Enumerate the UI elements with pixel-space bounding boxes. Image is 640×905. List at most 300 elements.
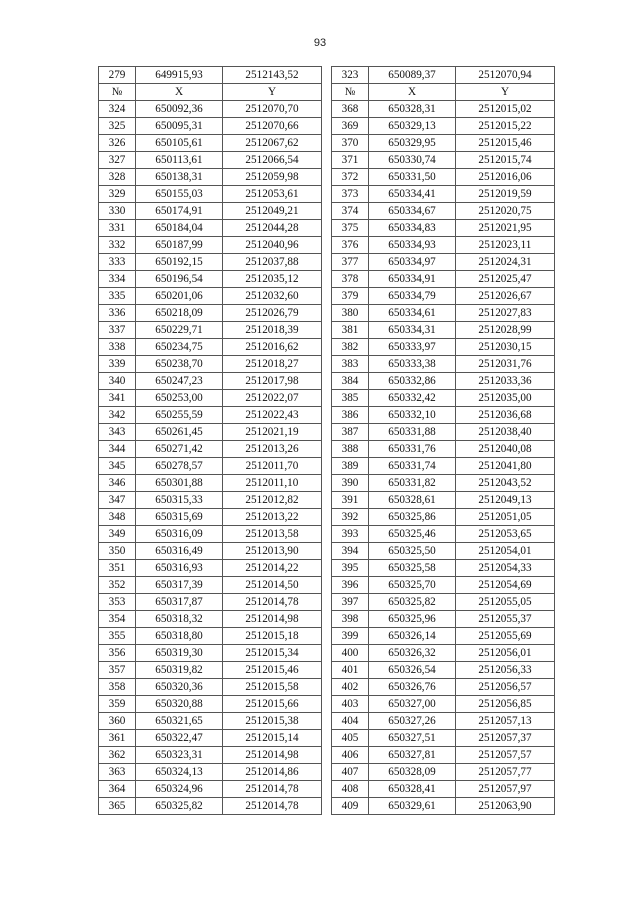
left-y-coordinate-cell: 2512018,39: [223, 322, 322, 339]
left-x-coordinate-cell: 650229,71: [136, 322, 223, 339]
left-y-coordinate-cell: 2512022,43: [223, 407, 322, 424]
left-x-coordinate-cell: 650317,39: [136, 577, 223, 594]
right-point-number-cell: 373: [332, 186, 369, 203]
right-y-coordinate-cell: 2512028,99: [456, 322, 555, 339]
left-y-coordinate-cell: 2512015,34: [223, 645, 322, 662]
table-row: [99, 135, 555, 152]
left-x-coordinate-cell: 650247,23: [136, 373, 223, 390]
left-x-coordinate-cell: 650192,15: [136, 254, 223, 271]
left-point-number-cell: 345: [99, 458, 136, 475]
right-x-coordinate-cell: 650328,61: [369, 492, 456, 509]
left-x-coordinate-cell: 649915,93: [136, 67, 223, 84]
left-point-number-cell: 331: [99, 220, 136, 237]
table-row: [99, 696, 555, 713]
left-y-coordinate-cell: 2512014,98: [223, 611, 322, 628]
left-x-coordinate-cell: 650095,31: [136, 118, 223, 135]
column-gap: [322, 118, 332, 135]
right-y-coordinate-cell: 2512020,75: [456, 203, 555, 220]
right-point-number-cell: 404: [332, 713, 369, 730]
right-point-number-cell: 391: [332, 492, 369, 509]
left-x-coordinate-cell: 650316,09: [136, 526, 223, 543]
right-point-number-cell: 385: [332, 390, 369, 407]
table-row: [99, 747, 555, 764]
right-y-coordinate-cell: 2512057,37: [456, 730, 555, 747]
right-x-coordinate-cell: 650329,13: [369, 118, 456, 135]
left-y-coordinate-cell: 2512040,96: [223, 237, 322, 254]
left-y-coordinate-cell: 2512011,10: [223, 475, 322, 492]
right-y-coordinate-cell: 2512056,85: [456, 696, 555, 713]
left-point-number-cell: 342: [99, 407, 136, 424]
right-y-coordinate-cell: 2512015,22: [456, 118, 555, 135]
left-x-coordinate-cell: 650255,59: [136, 407, 223, 424]
column-gap: [322, 152, 332, 169]
left-x-coordinate-cell: 650184,04: [136, 220, 223, 237]
column-gap: [322, 645, 332, 662]
right-x-coordinate-cell: 650327,26: [369, 713, 456, 730]
left-point-number-cell: 336: [99, 305, 136, 322]
right-y-coordinate-cell: 2512055,05: [456, 594, 555, 611]
left-point-number-cell: 332: [99, 237, 136, 254]
column-gap: [322, 254, 332, 271]
column-gap: [322, 628, 332, 645]
right-x-coordinate-cell: 650327,00: [369, 696, 456, 713]
table-header-row: [99, 84, 555, 101]
table-row: [99, 526, 555, 543]
table-row: [99, 373, 555, 390]
column-gap: [322, 84, 332, 101]
right-y-coordinate-cell: 2512056,57: [456, 679, 555, 696]
table-row: [99, 679, 555, 696]
left-x-coordinate-cell: 650138,31: [136, 169, 223, 186]
left-x-coordinate-cell: 650318,32: [136, 611, 223, 628]
table-row: [99, 424, 555, 441]
right-y-coordinate-cell: 2512026,67: [456, 288, 555, 305]
left-point-number-cell: 346: [99, 475, 136, 492]
header-left-x-coordinate-cell: X: [136, 84, 223, 101]
table-row: [99, 509, 555, 526]
right-y-coordinate-cell: 2512054,01: [456, 543, 555, 560]
table-row: [99, 543, 555, 560]
right-x-coordinate-cell: 650333,97: [369, 339, 456, 356]
right-point-number-cell: 390: [332, 475, 369, 492]
header-left-y-coordinate-cell: Y: [223, 84, 322, 101]
right-x-coordinate-cell: 650325,70: [369, 577, 456, 594]
left-point-number-cell: 354: [99, 611, 136, 628]
right-point-number-cell: 403: [332, 696, 369, 713]
right-x-coordinate-cell: 650334,83: [369, 220, 456, 237]
left-y-coordinate-cell: 2512015,38: [223, 713, 322, 730]
right-y-coordinate-cell: 2512031,76: [456, 356, 555, 373]
column-gap: [322, 543, 332, 560]
left-x-coordinate-cell: 650316,93: [136, 560, 223, 577]
right-point-number-cell: 409: [332, 798, 369, 815]
right-x-coordinate-cell: 650331,88: [369, 424, 456, 441]
coordinates-table-body: [99, 67, 555, 815]
right-y-coordinate-cell: 2512040,08: [456, 441, 555, 458]
right-y-coordinate-cell: 2512043,52: [456, 475, 555, 492]
right-y-coordinate-cell: 2512019,59: [456, 186, 555, 203]
left-x-coordinate-cell: 650315,69: [136, 509, 223, 526]
left-x-coordinate-cell: 650261,45: [136, 424, 223, 441]
table-row: [99, 611, 555, 628]
table-row: [99, 288, 555, 305]
right-y-coordinate-cell: 2512015,46: [456, 135, 555, 152]
right-point-number-cell: 405: [332, 730, 369, 747]
left-point-number-cell: 364: [99, 781, 136, 798]
left-y-coordinate-cell: 2512013,58: [223, 526, 322, 543]
left-point-number-cell: 363: [99, 764, 136, 781]
left-x-coordinate-cell: 650238,70: [136, 356, 223, 373]
left-y-coordinate-cell: 2512014,78: [223, 798, 322, 815]
left-x-coordinate-cell: 650234,75: [136, 339, 223, 356]
left-y-coordinate-cell: 2512021,19: [223, 424, 322, 441]
column-gap: [322, 322, 332, 339]
column-gap: [322, 441, 332, 458]
right-x-coordinate-cell: 650332,86: [369, 373, 456, 390]
left-y-coordinate-cell: 2512015,58: [223, 679, 322, 696]
table-row: [99, 764, 555, 781]
left-point-number-cell: 358: [99, 679, 136, 696]
left-point-number-cell: 341: [99, 390, 136, 407]
left-point-number-cell: 357: [99, 662, 136, 679]
table-row: [99, 407, 555, 424]
left-point-number-cell: 324: [99, 101, 136, 118]
right-x-coordinate-cell: 650332,10: [369, 407, 456, 424]
right-point-number-cell: 396: [332, 577, 369, 594]
right-x-coordinate-cell: 650332,42: [369, 390, 456, 407]
column-gap: [322, 407, 332, 424]
header-right-x-coordinate-cell: X: [369, 84, 456, 101]
column-gap: [322, 696, 332, 713]
left-point-number-cell: 333: [99, 254, 136, 271]
right-x-coordinate-cell: 650330,74: [369, 152, 456, 169]
right-x-coordinate-cell: 650334,41: [369, 186, 456, 203]
right-y-coordinate-cell: 2512016,06: [456, 169, 555, 186]
left-x-coordinate-cell: 650196,54: [136, 271, 223, 288]
right-x-coordinate-cell: 650327,51: [369, 730, 456, 747]
left-point-number-cell: 325: [99, 118, 136, 135]
left-y-coordinate-cell: 2512044,28: [223, 220, 322, 237]
table-row: [99, 458, 555, 475]
right-point-number-cell: 323: [332, 67, 369, 84]
right-point-number-cell: 406: [332, 747, 369, 764]
column-gap: [322, 237, 332, 254]
left-y-coordinate-cell: 2512070,70: [223, 101, 322, 118]
table-row: [99, 67, 555, 84]
left-point-number-cell: 344: [99, 441, 136, 458]
table-row: [99, 254, 555, 271]
left-x-coordinate-cell: 650218,09: [136, 305, 223, 322]
column-gap: [322, 475, 332, 492]
table-row: [99, 441, 555, 458]
right-y-coordinate-cell: 2512021,95: [456, 220, 555, 237]
column-gap: [322, 101, 332, 118]
right-y-coordinate-cell: 2512025,47: [456, 271, 555, 288]
right-point-number-cell: 376: [332, 237, 369, 254]
right-point-number-cell: 393: [332, 526, 369, 543]
left-x-coordinate-cell: 650325,82: [136, 798, 223, 815]
right-x-coordinate-cell: 650334,93: [369, 237, 456, 254]
column-gap: [322, 611, 332, 628]
right-x-coordinate-cell: 650334,67: [369, 203, 456, 220]
column-gap: [322, 662, 332, 679]
left-point-number-cell: 350: [99, 543, 136, 560]
left-point-number-cell: 337: [99, 322, 136, 339]
table-row: [99, 560, 555, 577]
right-x-coordinate-cell: 650331,82: [369, 475, 456, 492]
left-point-number-cell: 334: [99, 271, 136, 288]
left-y-coordinate-cell: 2512016,62: [223, 339, 322, 356]
page-number: 93: [313, 37, 327, 49]
left-y-coordinate-cell: 2512015,14: [223, 730, 322, 747]
right-point-number-cell: 407: [332, 764, 369, 781]
right-point-number-cell: 368: [332, 101, 369, 118]
table-row: [99, 390, 555, 407]
column-gap: [322, 288, 332, 305]
left-y-coordinate-cell: 2512012,82: [223, 492, 322, 509]
table-row: [99, 101, 555, 118]
right-point-number-cell: 378: [332, 271, 369, 288]
right-y-coordinate-cell: 2512038,40: [456, 424, 555, 441]
right-x-coordinate-cell: 650334,91: [369, 271, 456, 288]
column-gap: [322, 424, 332, 441]
left-y-coordinate-cell: 2512026,79: [223, 305, 322, 322]
left-point-number-cell: 352: [99, 577, 136, 594]
column-gap: [322, 390, 332, 407]
right-point-number-cell: 399: [332, 628, 369, 645]
column-gap: [322, 560, 332, 577]
right-x-coordinate-cell: 650328,31: [369, 101, 456, 118]
right-y-coordinate-cell: 2512057,57: [456, 747, 555, 764]
left-y-coordinate-cell: 2512018,27: [223, 356, 322, 373]
right-point-number-cell: 383: [332, 356, 369, 373]
left-x-coordinate-cell: 650253,00: [136, 390, 223, 407]
left-point-number-cell: 330: [99, 203, 136, 220]
right-point-number-cell: 380: [332, 305, 369, 322]
column-gap: [322, 781, 332, 798]
right-y-coordinate-cell: 2512041,80: [456, 458, 555, 475]
left-y-coordinate-cell: 2512014,78: [223, 594, 322, 611]
left-y-coordinate-cell: 2512011,70: [223, 458, 322, 475]
left-point-number-cell: 343: [99, 424, 136, 441]
right-x-coordinate-cell: 650331,74: [369, 458, 456, 475]
table-row: [99, 237, 555, 254]
left-point-number-cell: 362: [99, 747, 136, 764]
column-gap: [322, 186, 332, 203]
right-point-number-cell: 371: [332, 152, 369, 169]
left-point-number-cell: 340: [99, 373, 136, 390]
column-gap: [322, 169, 332, 186]
left-y-coordinate-cell: 2512013,22: [223, 509, 322, 526]
column-gap: [322, 747, 332, 764]
column-gap: [322, 339, 332, 356]
right-y-coordinate-cell: 2512036,68: [456, 407, 555, 424]
left-x-coordinate-cell: 650315,33: [136, 492, 223, 509]
right-y-coordinate-cell: 2512057,97: [456, 781, 555, 798]
left-point-number-cell: 365: [99, 798, 136, 815]
left-point-number-cell: 347: [99, 492, 136, 509]
column-gap: [322, 730, 332, 747]
right-x-coordinate-cell: 650327,81: [369, 747, 456, 764]
right-point-number-cell: 370: [332, 135, 369, 152]
right-x-coordinate-cell: 650325,96: [369, 611, 456, 628]
left-x-coordinate-cell: 650322,47: [136, 730, 223, 747]
table-row: [99, 628, 555, 645]
right-point-number-cell: 369: [332, 118, 369, 135]
left-y-coordinate-cell: 2512053,61: [223, 186, 322, 203]
left-point-number-cell: 279: [99, 67, 136, 84]
left-x-coordinate-cell: 650301,88: [136, 475, 223, 492]
column-gap: [322, 135, 332, 152]
table-row: [99, 305, 555, 322]
left-point-number-cell: 351: [99, 560, 136, 577]
table-row: [99, 577, 555, 594]
right-y-coordinate-cell: 2512053,65: [456, 526, 555, 543]
right-point-number-cell: 375: [332, 220, 369, 237]
table-row: [99, 220, 555, 237]
column-gap: [322, 203, 332, 220]
right-point-number-cell: 392: [332, 509, 369, 526]
left-point-number-cell: 359: [99, 696, 136, 713]
right-x-coordinate-cell: 650328,09: [369, 764, 456, 781]
right-y-coordinate-cell: 2512056,33: [456, 662, 555, 679]
right-x-coordinate-cell: 650334,31: [369, 322, 456, 339]
table-row: [99, 713, 555, 730]
left-y-coordinate-cell: 2512022,07: [223, 390, 322, 407]
right-point-number-cell: 389: [332, 458, 369, 475]
table-row: [99, 339, 555, 356]
left-point-number-cell: 349: [99, 526, 136, 543]
right-x-coordinate-cell: 650329,61: [369, 798, 456, 815]
column-gap: [322, 458, 332, 475]
left-x-coordinate-cell: 650278,57: [136, 458, 223, 475]
right-x-coordinate-cell: 650329,95: [369, 135, 456, 152]
left-x-coordinate-cell: 650187,99: [136, 237, 223, 254]
left-x-coordinate-cell: 650155,03: [136, 186, 223, 203]
left-x-coordinate-cell: 650324,13: [136, 764, 223, 781]
table-row: [99, 781, 555, 798]
left-y-coordinate-cell: 2512070,66: [223, 118, 322, 135]
left-y-coordinate-cell: 2512049,21: [223, 203, 322, 220]
column-gap: [322, 526, 332, 543]
table-row: [99, 356, 555, 373]
right-y-coordinate-cell: 2512057,13: [456, 713, 555, 730]
right-x-coordinate-cell: 650326,54: [369, 662, 456, 679]
right-x-coordinate-cell: 650334,79: [369, 288, 456, 305]
right-y-coordinate-cell: 2512027,83: [456, 305, 555, 322]
right-x-coordinate-cell: 650328,41: [369, 781, 456, 798]
right-y-coordinate-cell: 2512054,33: [456, 560, 555, 577]
left-x-coordinate-cell: 650318,80: [136, 628, 223, 645]
right-y-coordinate-cell: 2512015,02: [456, 101, 555, 118]
left-y-coordinate-cell: 2512059,98: [223, 169, 322, 186]
table-row: [99, 203, 555, 220]
left-x-coordinate-cell: 650320,36: [136, 679, 223, 696]
right-point-number-cell: 382: [332, 339, 369, 356]
right-x-coordinate-cell: 650326,14: [369, 628, 456, 645]
header-right-point-number-cell: №: [332, 84, 369, 101]
left-y-coordinate-cell: 2512014,86: [223, 764, 322, 781]
table-row: [99, 475, 555, 492]
right-point-number-cell: 388: [332, 441, 369, 458]
table-row: [99, 730, 555, 747]
left-y-coordinate-cell: 2512032,60: [223, 288, 322, 305]
right-x-coordinate-cell: 650325,86: [369, 509, 456, 526]
table-row: [99, 594, 555, 611]
left-y-coordinate-cell: 2512014,22: [223, 560, 322, 577]
left-x-coordinate-cell: 650113,61: [136, 152, 223, 169]
left-point-number-cell: 327: [99, 152, 136, 169]
left-y-coordinate-cell: 2512014,98: [223, 747, 322, 764]
column-gap: [322, 373, 332, 390]
right-point-number-cell: 372: [332, 169, 369, 186]
right-point-number-cell: 397: [332, 594, 369, 611]
left-y-coordinate-cell: 2512015,66: [223, 696, 322, 713]
column-gap: [322, 67, 332, 84]
left-point-number-cell: 361: [99, 730, 136, 747]
left-x-coordinate-cell: 650321,65: [136, 713, 223, 730]
right-x-coordinate-cell: 650326,32: [369, 645, 456, 662]
left-y-coordinate-cell: 2512067,62: [223, 135, 322, 152]
right-point-number-cell: 395: [332, 560, 369, 577]
column-gap: [322, 764, 332, 781]
right-y-coordinate-cell: 2512023,11: [456, 237, 555, 254]
table-row: [99, 798, 555, 815]
column-gap: [322, 594, 332, 611]
right-x-coordinate-cell: 650089,37: [369, 67, 456, 84]
left-y-coordinate-cell: 2512017,98: [223, 373, 322, 390]
left-x-coordinate-cell: 650320,88: [136, 696, 223, 713]
left-y-coordinate-cell: 2512035,12: [223, 271, 322, 288]
left-x-coordinate-cell: 650316,49: [136, 543, 223, 560]
column-gap: [322, 305, 332, 322]
column-gap: [322, 271, 332, 288]
table-row: [99, 186, 555, 203]
left-y-coordinate-cell: 2512014,50: [223, 577, 322, 594]
column-gap: [322, 577, 332, 594]
table-row: [99, 662, 555, 679]
left-point-number-cell: 360: [99, 713, 136, 730]
left-x-coordinate-cell: 650319,30: [136, 645, 223, 662]
right-x-coordinate-cell: 650333,38: [369, 356, 456, 373]
right-y-coordinate-cell: 2512035,00: [456, 390, 555, 407]
column-gap: [322, 509, 332, 526]
right-y-coordinate-cell: 2512054,69: [456, 577, 555, 594]
right-point-number-cell: 384: [332, 373, 369, 390]
right-x-coordinate-cell: 650334,61: [369, 305, 456, 322]
left-point-number-cell: 326: [99, 135, 136, 152]
right-y-coordinate-cell: 2512049,13: [456, 492, 555, 509]
left-point-number-cell: 348: [99, 509, 136, 526]
right-point-number-cell: 398: [332, 611, 369, 628]
right-y-coordinate-cell: 2512055,37: [456, 611, 555, 628]
column-gap: [322, 679, 332, 696]
left-y-coordinate-cell: 2512143,52: [223, 67, 322, 84]
right-point-number-cell: 400: [332, 645, 369, 662]
right-y-coordinate-cell: 2512070,94: [456, 67, 555, 84]
right-y-coordinate-cell: 2512056,01: [456, 645, 555, 662]
right-x-coordinate-cell: 650325,50: [369, 543, 456, 560]
left-y-coordinate-cell: 2512013,26: [223, 441, 322, 458]
left-y-coordinate-cell: 2512014,78: [223, 781, 322, 798]
right-point-number-cell: 394: [332, 543, 369, 560]
left-y-coordinate-cell: 2512037,88: [223, 254, 322, 271]
header-right-y-coordinate-cell: Y: [456, 84, 555, 101]
right-point-number-cell: 401: [332, 662, 369, 679]
right-x-coordinate-cell: 650326,76: [369, 679, 456, 696]
left-point-number-cell: 328: [99, 169, 136, 186]
left-point-number-cell: 338: [99, 339, 136, 356]
